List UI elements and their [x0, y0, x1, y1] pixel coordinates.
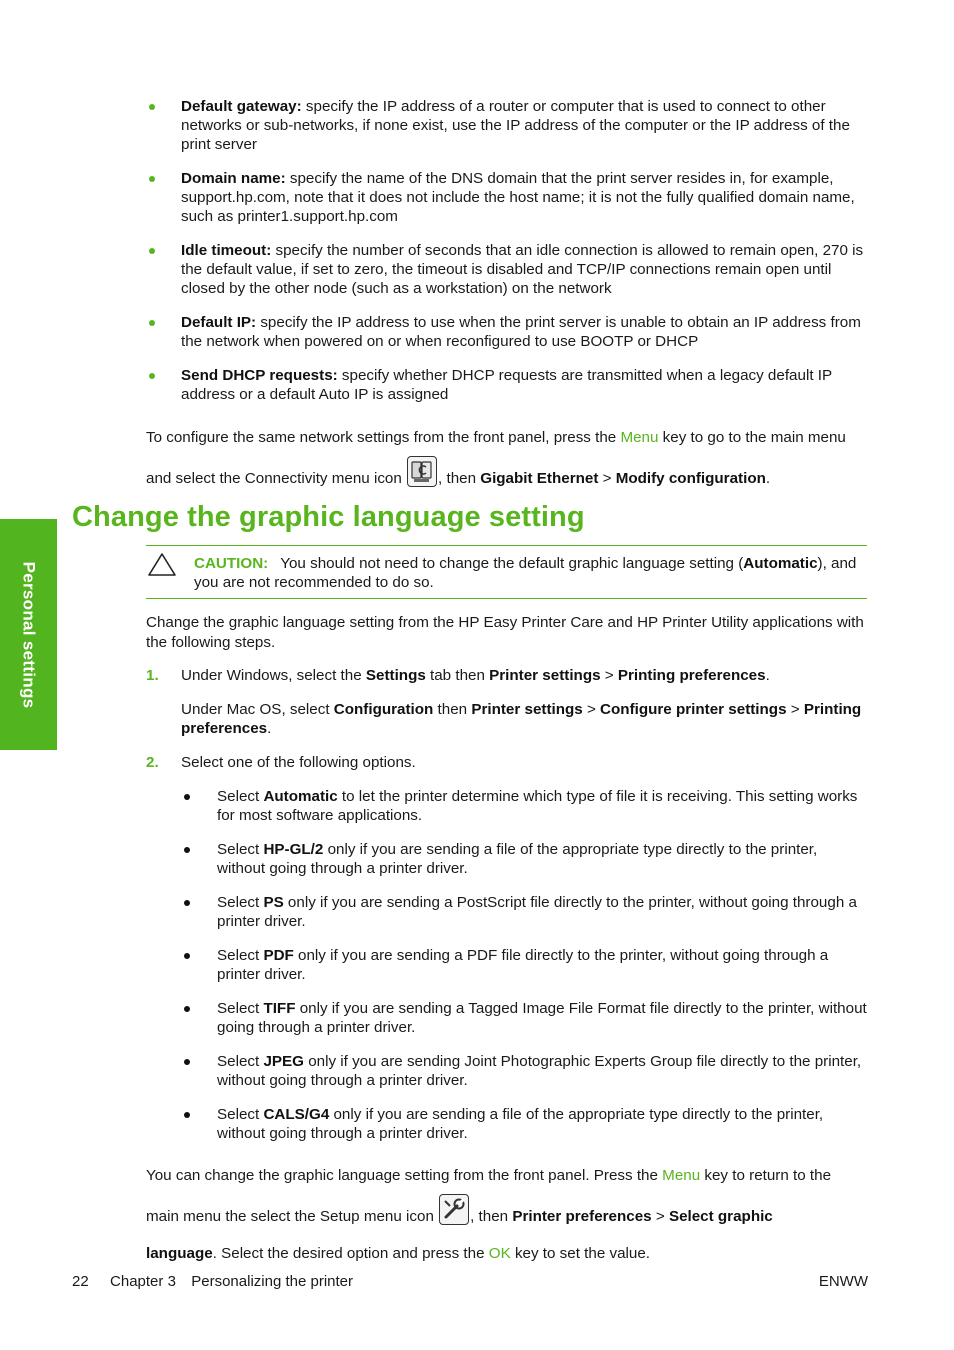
description: specify whether DHCP requests are transmitted when a legacy default IP address or a default Auto IP is assigned	[181, 367, 832, 403]
term: Domain name:	[181, 170, 286, 187]
bullet-icon	[149, 320, 155, 326]
caution-label: CAUTION:	[194, 555, 269, 572]
bullet-icon	[149, 248, 155, 254]
list-item: Select Automatic to let the printer determine which type of file it is receiving. This setting works for most software applications.	[181, 787, 868, 825]
list-item	[146, 169, 868, 226]
connectivity-menu-icon	[407, 456, 437, 487]
list-item: Select JPEG only if you are sending Joint Photographic Experts Group file directly to the printer, without going through a printer driver.	[181, 1052, 868, 1090]
list-item: Select PS only if you are sending a PostScript file directly to the printer, without going through a printer driver.	[181, 893, 868, 931]
footer-left	[72, 1272, 353, 1291]
step-2-number: 2.	[146, 754, 159, 771]
list-item: Select CALS/G4 only if you are sending a file of the appropriate type directly to the printer, without going through a printer driver.	[181, 1105, 868, 1143]
bullet-icon	[184, 1006, 190, 1012]
list-item	[146, 97, 868, 154]
bullet-icon	[149, 373, 155, 379]
description: specify the name of the DNS domain that the print server resides in, for example, support.hp.com, note that it does not include the host name; it is not the fully qualified domain name, such as printer1.support.hp.com	[181, 170, 855, 225]
step-1-windows: Under Windows, select the Settings tab then Printer settings > Printing preferences.	[181, 667, 770, 684]
bullet-icon	[149, 104, 155, 110]
step-2-text: Select one of the following options.	[181, 754, 416, 771]
term: Idle timeout:	[181, 242, 272, 259]
section-title: Change the graphic language setting	[72, 501, 585, 533]
footer-right: ENWW	[818, 1273, 868, 1290]
configure-paragraph: To configure the same network settings from the front panel, press the Menu key to go to the main menu and select the Connectivity menu icon , then Gigabit Ethernet > Modify configuration.	[146, 429, 846, 487]
description: specify the number of seconds that an idle connection is allowed to remain open, 270 is the default value, if set to zero, the timeout is disabled and TCP/IP connections remain open until closed by the other node (such as a workstation) on the network	[181, 242, 864, 297]
menu-key: Menu	[620, 429, 659, 446]
caution-text: CAUTION: You should not need to change the default graphic language setting (Automatic), and you are not recommended to do so.	[194, 555, 857, 591]
network-settings-list	[146, 97, 868, 404]
list-item	[146, 366, 868, 404]
term: Default IP:	[181, 314, 257, 331]
bullet-icon	[184, 900, 190, 906]
list-item: Select HP-GL/2 only if you are sending a file of the appropriate type directly to the printer, without going through a printer driver.	[181, 840, 868, 878]
bullet-icon	[184, 1112, 190, 1118]
chapter-label: Chapter 3	[110, 1273, 176, 1290]
bullet-icon	[184, 847, 190, 853]
description: specify the IP address to use when the print server is unable to obtain an IP address from the network when powered on or when reconfigured to use BOOTP or DHCP	[181, 314, 861, 350]
bullet-icon	[184, 1059, 190, 1065]
intro-paragraph: Change the graphic language setting from the HP Easy Printer Care and HP Printer Utility applications with the following steps.	[146, 614, 864, 651]
setup-menu-icon	[439, 1194, 469, 1225]
bullet-icon	[184, 794, 190, 800]
list-item: Select TIFF only if you are sending a Tagged Image File Format file directly to the printer, without going through a printer driver.	[181, 999, 868, 1037]
caution-top-rule	[146, 545, 867, 546]
page-number: 22	[72, 1273, 89, 1290]
list-item: Select PDF only if you are sending a PDF file directly to the printer, without going through a printer driver.	[181, 946, 868, 984]
bullet-icon	[184, 953, 190, 959]
step-1-number: 1.	[146, 667, 159, 684]
graphic-language-options	[181, 787, 868, 1143]
term: Send DHCP requests:	[181, 367, 338, 384]
description: specify the IP address of a router or computer that is used to connect to other networks or sub-networks, if none exist, use the IP address of the computer or the IP address of the print server	[181, 98, 850, 153]
chapter-title: Personalizing the printer	[191, 1273, 354, 1290]
caution-bottom-rule	[146, 598, 867, 599]
side-tab-label: Personal settings	[19, 561, 38, 708]
menu-key: Menu	[662, 1167, 701, 1184]
caution-triangle-icon	[147, 552, 177, 577]
ok-key: OK	[488, 1245, 511, 1262]
bullet-icon	[149, 176, 155, 182]
step-1-mac: Under Mac OS, select Configuration then Printer settings > Configure printer settings > Printing preferences.	[181, 701, 862, 737]
front-panel-paragraph: You can change the graphic language setting from the front panel. Press the Menu key to return to the main menu the select the Setup menu icon , then Printer preferences > Select graphic language. Select the desired option and press the OK key to set the value.	[146, 1167, 832, 1262]
term: Default gateway:	[181, 98, 302, 115]
list-item	[146, 241, 868, 298]
list-item	[146, 313, 868, 351]
side-tab	[0, 519, 57, 750]
